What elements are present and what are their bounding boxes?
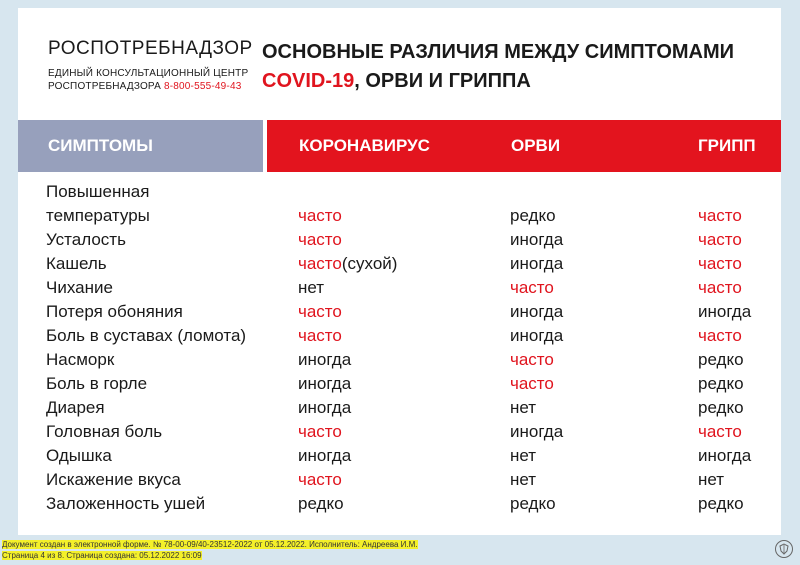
orvi-cell: часто [510, 350, 554, 369]
title-line1: ОСНОВНЫЕ РАЗЛИЧИЯ МЕЖДУ СИМПТОМАМИ [262, 41, 735, 63]
title-covid: COVID-19 [262, 70, 355, 92]
symptom-cell: Искажение вкуса [46, 470, 181, 489]
brand-subtitle [48, 67, 253, 93]
flu-cell: часто [698, 278, 742, 297]
symptom-cell: Усталость [46, 230, 126, 249]
covid-cell: часто [298, 470, 342, 489]
flu-cell: редко [698, 398, 744, 417]
page-title [262, 38, 752, 96]
table-row [18, 324, 781, 348]
symptom-cell: Кашель [46, 254, 107, 273]
hotline-phone: 8-800-555-49-43 [163, 81, 242, 92]
footer-line2-wrap [2, 550, 418, 561]
table-row [18, 348, 781, 372]
symptom-cell: Заложенность ушей [46, 494, 206, 513]
flu-cell: нет [698, 470, 725, 489]
covid-cell: часто [298, 326, 342, 345]
orvi-cell: иногда [510, 230, 564, 249]
orvi-cell: иногда [510, 326, 564, 345]
covid-cell: нет [298, 278, 325, 297]
orvi-cell: иногда [510, 422, 564, 441]
table-row [18, 228, 781, 252]
brand-block [48, 38, 253, 93]
table-row [18, 420, 781, 444]
orvi-cell: иногда [510, 302, 564, 321]
orvi-cell: редко [510, 494, 556, 513]
infographic-sheet [18, 8, 781, 535]
symptom-cell: Боль в горле [46, 374, 148, 393]
covid-cell: иногда [298, 446, 352, 465]
covid-cell: часто [298, 206, 342, 225]
orvi-cell: часто [510, 374, 554, 393]
symptom-cell: температуры [46, 206, 150, 225]
orvi-cell: редко [510, 206, 556, 225]
table-row [18, 180, 781, 228]
table-row [18, 276, 781, 300]
symptom-cell: Одышка [46, 446, 112, 465]
flu-cell: часто [698, 326, 742, 345]
table-row [18, 252, 781, 276]
covid-cell: часто [298, 422, 342, 441]
emblem-icon [774, 539, 794, 559]
table-row [18, 372, 781, 396]
flu-cell: часто [698, 422, 742, 441]
symptom-cell: Боль в суставах (ломота) [46, 326, 247, 345]
flu-cell: иногда [698, 302, 752, 321]
brand-sub-line2-wrap [48, 80, 253, 93]
flu-cell: часто [698, 206, 742, 225]
table-header [18, 120, 781, 172]
flu-cell: иногда [698, 446, 752, 465]
flu-cell: часто [698, 230, 742, 249]
flu-cell: редко [698, 494, 744, 513]
symptom-table-body [18, 180, 781, 516]
symptom-cell: Потеря обоняния [46, 302, 183, 321]
footer-line1: Документ создан в электронной форме. № 78-00-09/40-23512-2022 от 05.12.2022. Исполнитель: Андреева И.М. [2, 540, 418, 549]
flu-cell: редко [698, 350, 744, 369]
orvi-cell: нет [510, 398, 537, 417]
covid-cell: часто [298, 230, 342, 249]
title-line2 [262, 67, 752, 96]
footer-line1-wrap [2, 539, 418, 550]
title-line2-rest: , ОРВИ И ГРИППА [354, 70, 531, 92]
brand-sub-line2: РОСПОТРЕБНАДЗОРА [48, 81, 161, 92]
covid-cell-value: часто [298, 254, 342, 273]
orvi-cell: нет [510, 470, 537, 489]
covid-cell: иногда [298, 398, 352, 417]
covid-cell-note: (сухой) [341, 254, 398, 273]
header-coronavirus: КОРОНАВИРУС [299, 136, 430, 155]
footer-line2: Страница 4 из 8. Страница создана: 05.12.2022 16:09 [2, 551, 202, 560]
header-symptoms: СИМПТОМЫ [18, 120, 263, 172]
header-orvi: ОРВИ [511, 136, 561, 155]
symptom-cell: Насморк [46, 350, 115, 369]
symptom-cell: Диарея [46, 398, 105, 417]
covid-cell: редко [298, 494, 344, 513]
covid-cell: иногда [298, 374, 352, 393]
table-row [18, 492, 781, 516]
table-row [18, 468, 781, 492]
covid-cell: иногда [298, 350, 352, 369]
symptom-cell-line1: Повышенная [46, 182, 150, 201]
brand-sub-line1: ЕДИНЫЙ КОНСУЛЬТАЦИОННЫЙ ЦЕНТР [48, 68, 249, 79]
covid-cell [298, 254, 397, 274]
covid-cell: часто [298, 302, 342, 321]
flu-cell: редко [698, 374, 744, 393]
brand-name: РОСПОТРЕБНАДЗОР [48, 38, 253, 59]
orvi-cell: нет [510, 446, 537, 465]
orvi-cell: иногда [510, 254, 564, 273]
header-flu: ГРИПП [698, 136, 756, 155]
symptom-cell: Головная боль [46, 422, 163, 441]
table-row [18, 396, 781, 420]
symptom-cell: Чихание [46, 278, 113, 297]
table-row [18, 300, 781, 324]
document-footer [2, 539, 418, 561]
flu-cell: часто [698, 254, 742, 273]
table-row [18, 444, 781, 468]
orvi-cell: часто [510, 278, 554, 297]
header-red-band [267, 120, 781, 172]
